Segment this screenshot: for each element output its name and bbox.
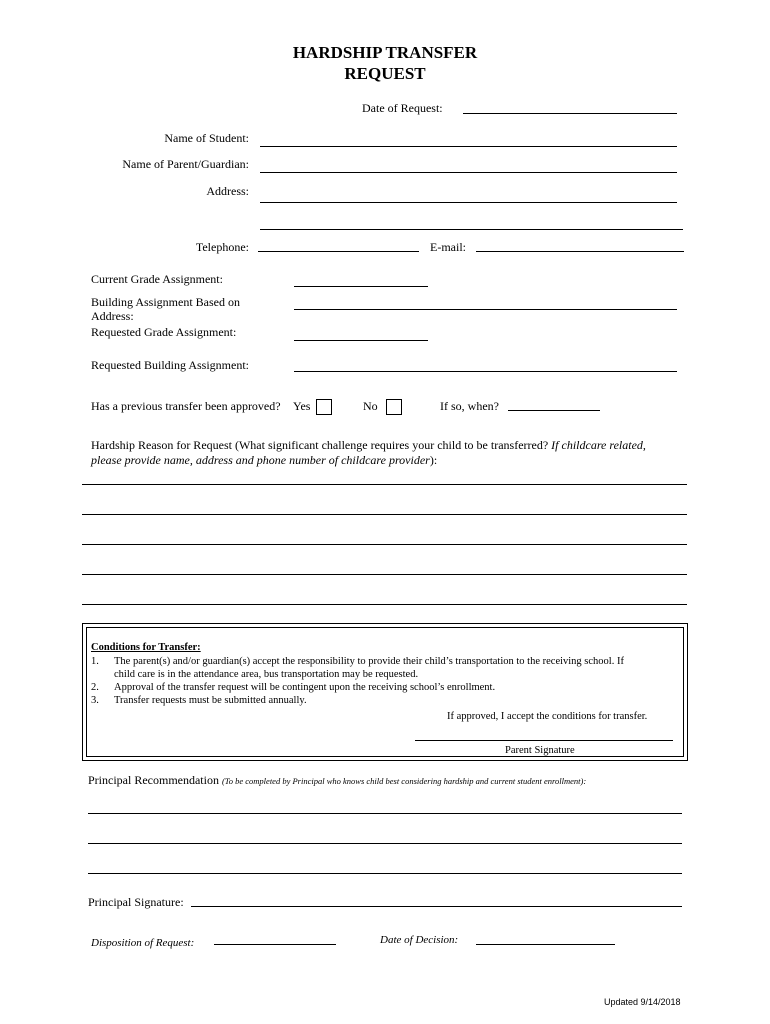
principal-recommendation-heading xyxy=(88,773,586,788)
accept-conditions-text: If approved, I accept the conditions for transfer. xyxy=(447,711,648,722)
name-of-parent-field[interactable] xyxy=(260,172,677,173)
condition-1-text-line-1: The parent(s) and/or guardian(s) accept the responsibility to provide their child’s transportation to the receiving school. If xyxy=(114,656,624,667)
no-checkbox[interactable] xyxy=(386,399,402,415)
principal-signature-label: Principal Signature: xyxy=(88,895,184,909)
date-of-decision-field[interactable] xyxy=(476,944,615,945)
principal-recommendation-label: Principal Recommendation xyxy=(88,773,219,787)
previous-transfer-question: Has a previous transfer been approved? xyxy=(91,399,281,413)
hardship-answer-line-5[interactable] xyxy=(82,604,687,605)
address-field-line-2[interactable] xyxy=(260,229,683,230)
principal-signature-row xyxy=(88,895,184,909)
parent-signature-field[interactable] xyxy=(415,740,673,741)
hardship-close: ): xyxy=(429,453,438,467)
address-label: Address: xyxy=(206,184,249,198)
requested-grade-field[interactable] xyxy=(294,340,428,341)
principal-signature-field[interactable] xyxy=(191,906,682,907)
principal-recommendation-line-3[interactable] xyxy=(88,873,682,874)
telephone-field[interactable] xyxy=(258,251,419,252)
current-grade-label: Current Grade Assignment: xyxy=(91,272,223,286)
hardship-italic-1: If childcare related, xyxy=(551,438,646,452)
email-field[interactable] xyxy=(476,251,684,252)
building-assignment-label-line-2: Address: xyxy=(91,309,134,323)
updated-date: Updated 9/14/2018 xyxy=(604,997,681,1007)
building-assignment-field[interactable] xyxy=(294,309,677,310)
email-label: E-mail: xyxy=(430,240,466,254)
current-grade-field[interactable] xyxy=(294,286,428,287)
date-of-request-label: Date of Request: xyxy=(362,101,443,115)
conditions-inner-box xyxy=(86,627,684,757)
no-label: No xyxy=(363,399,378,413)
form-title-line-2: REQUEST xyxy=(344,64,426,83)
requested-grade-label: Requested Grade Assignment: xyxy=(91,325,237,339)
disposition-label: Disposition of Request: xyxy=(91,937,195,949)
condition-1-text-line-2: child care is in the attendance area, bus transportation may be requested. xyxy=(114,669,419,680)
condition-3-text: Transfer requests must be submitted annually. xyxy=(114,695,307,706)
date-of-request-field[interactable] xyxy=(463,113,677,114)
requested-building-field[interactable] xyxy=(294,371,677,372)
principal-recommendation-note: (To be completed by Principal who knows child best considering hardship and current student enrollment): xyxy=(221,776,587,786)
date-of-decision-label: Date of Decision: xyxy=(380,934,459,946)
telephone-label: Telephone: xyxy=(195,240,249,254)
condition-3-number: 3. xyxy=(91,695,99,706)
if-so-when-label: If so, when? xyxy=(440,399,499,413)
hardship-reason-line-2 xyxy=(91,453,437,467)
principal-recommendation-line-1[interactable] xyxy=(88,813,682,814)
yes-label: Yes xyxy=(293,399,311,413)
parent-signature-label: Parent Signature xyxy=(505,745,575,756)
yes-checkbox[interactable] xyxy=(316,399,332,415)
condition-2-text: Approval of the transfer request will be contingent upon the receiving school’s enrollment. xyxy=(114,682,496,693)
requested-building-label: Requested Building Assignment: xyxy=(91,358,249,372)
condition-1-number: 1. xyxy=(91,656,99,667)
hardship-intro: Hardship Reason for Request (What significant challenge requires your child to be transferred? xyxy=(91,438,549,452)
hardship-answer-line-4[interactable] xyxy=(82,574,687,575)
building-assignment-label-line-1: Building Assignment Based on xyxy=(91,295,241,309)
principal-recommendation-line-2[interactable] xyxy=(88,843,682,844)
name-of-parent-label: Name of Parent/Guardian: xyxy=(122,157,249,171)
conditions-box xyxy=(82,623,688,761)
hardship-answer-line-1[interactable] xyxy=(82,484,687,485)
hardship-italic-2: please provide name, address and phone number of childcare provider xyxy=(91,453,430,467)
conditions-heading: Conditions for Transfer: xyxy=(91,642,201,653)
disposition-field[interactable] xyxy=(214,944,336,945)
name-of-student-field[interactable] xyxy=(260,146,677,147)
condition-2-number: 2. xyxy=(91,682,99,693)
previous-transfer-date-field[interactable] xyxy=(508,410,600,411)
hardship-answer-line-2[interactable] xyxy=(82,514,687,515)
address-field-line-1[interactable] xyxy=(260,202,677,203)
hardship-answer-line-3[interactable] xyxy=(82,544,687,545)
name-of-student-label: Name of Student: xyxy=(164,131,249,145)
hardship-reason-line-1 xyxy=(91,438,646,452)
form-title-line-1: HARDSHIP TRANSFER xyxy=(292,43,478,62)
